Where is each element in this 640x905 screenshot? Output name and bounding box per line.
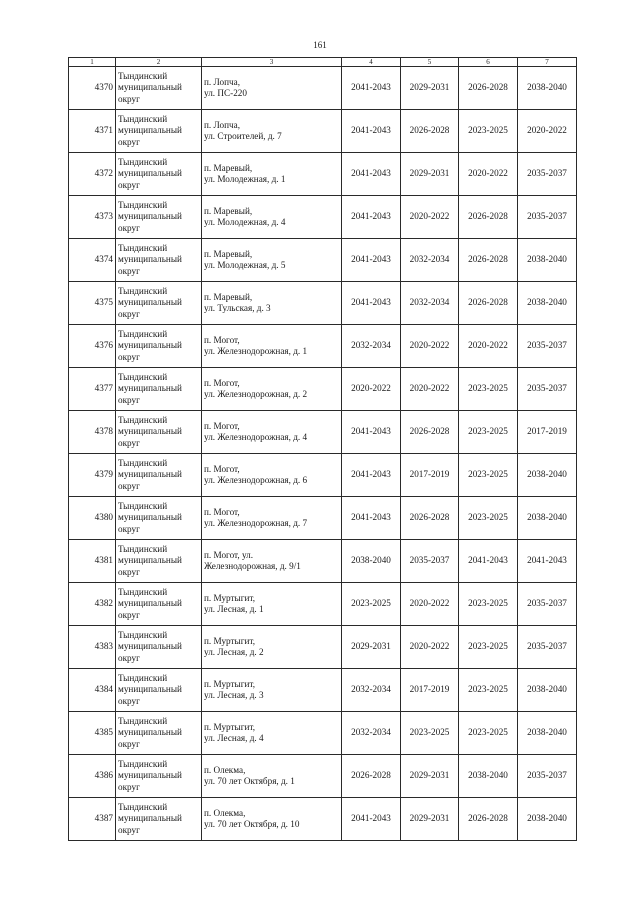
address-line: ул. Тульская, д. 3	[204, 303, 271, 313]
period-cell-p7: 2035-2037	[518, 755, 577, 798]
table-row	[69, 110, 577, 153]
period-cell-p7: 2035-2037	[518, 325, 577, 368]
period-cell-p7: 2035-2037	[518, 626, 577, 669]
period-cell-p4: 2038-2040	[342, 540, 401, 583]
district-line: муниципальный	[118, 512, 182, 523]
period-cell-p4: 2032-2034	[342, 712, 401, 755]
district-line: округ	[118, 93, 140, 104]
period-cell-p5: 2029-2031	[401, 153, 459, 196]
district-line: Тындинский	[118, 199, 168, 210]
district-line: Тындинский	[118, 629, 168, 640]
address-cell	[202, 282, 342, 325]
period-cell-p7: 2038-2040	[518, 454, 577, 497]
period-cell-p6: 2038-2040	[459, 755, 518, 798]
column-header: 2	[116, 58, 202, 67]
address-line: ул. Железнодорожная, д. 6	[204, 475, 308, 485]
period-cell-p6: 2026-2028	[459, 196, 518, 239]
page-number: 161	[313, 40, 327, 50]
period-cell-p5: 2026-2028	[401, 110, 459, 153]
district-line: Тындинский	[118, 242, 168, 253]
district-line: муниципальный	[118, 340, 182, 351]
district-cell	[116, 411, 202, 454]
district-line: Тындинский	[118, 543, 168, 554]
row-number: 4377	[69, 368, 116, 411]
address-cell	[202, 196, 342, 239]
row-number: 4380	[69, 497, 116, 540]
address-cell	[202, 497, 342, 540]
period-cell-p4: 2032-2034	[342, 669, 401, 712]
district-line: Тындинский	[118, 801, 168, 812]
address-line: п. Могот,	[204, 334, 240, 345]
period-cell-p5: 2032-2034	[401, 239, 459, 282]
district-line: муниципальный	[118, 254, 182, 265]
period-cell-p5: 2017-2019	[401, 454, 459, 497]
address-line: п. Муртыгит,	[204, 592, 256, 603]
period-cell-p7: 2038-2040	[518, 497, 577, 540]
district-line: округ	[118, 265, 140, 276]
district-line: Тындинский	[118, 70, 168, 81]
address-cell	[202, 411, 342, 454]
address-line: п. Могот,	[204, 420, 240, 431]
district-line: округ	[118, 566, 140, 577]
column-header: 1	[69, 58, 116, 67]
column-header: 6	[459, 58, 518, 67]
district-line: Тындинский	[118, 156, 168, 167]
address-line: п. Могот,	[204, 463, 240, 474]
address-line: п. Маревый,	[204, 248, 253, 259]
district-cell	[116, 540, 202, 583]
district-line: муниципальный	[118, 727, 182, 738]
column-number-row	[69, 58, 577, 67]
address-line: ул. 70 лет Октября, д. 10	[204, 819, 300, 829]
row-number: 4386	[69, 755, 116, 798]
period-cell-p5: 2023-2025	[401, 712, 459, 755]
district-line: Тындинский	[118, 586, 168, 597]
address-line: ул. 70 лет Октября, д. 1	[204, 776, 295, 786]
period-cell-p6: 2023-2025	[459, 669, 518, 712]
row-number: 4383	[69, 626, 116, 669]
table-row	[69, 239, 577, 282]
district-cell	[116, 196, 202, 239]
district-cell	[116, 454, 202, 497]
table-row	[69, 196, 577, 239]
row-number: 4374	[69, 239, 116, 282]
address-cell	[202, 454, 342, 497]
address-cell	[202, 239, 342, 282]
address-line: п. Муртыгит,	[204, 678, 256, 689]
table-row	[69, 282, 577, 325]
row-number: 4371	[69, 110, 116, 153]
district-cell	[116, 239, 202, 282]
address-cell	[202, 755, 342, 798]
table-row	[69, 798, 577, 841]
district-line: Тындинский	[118, 758, 168, 769]
row-number: 4381	[69, 540, 116, 583]
period-cell-p4: 2032-2034	[342, 325, 401, 368]
table-row	[69, 153, 577, 196]
district-line: округ	[118, 136, 140, 147]
period-cell-p7: 2038-2040	[518, 282, 577, 325]
address-line: ул. ПС-220	[204, 88, 247, 98]
table-row	[69, 626, 577, 669]
address-line: ул. Железнодорожная, д. 7	[204, 518, 308, 528]
row-number: 4385	[69, 712, 116, 755]
period-cell-p6: 2020-2022	[459, 325, 518, 368]
address-line: ул. Железнодорожная, д. 4	[204, 432, 308, 442]
district-line: Тындинский	[118, 672, 168, 683]
period-cell-p5: 2029-2031	[401, 755, 459, 798]
district-line: округ	[118, 738, 140, 749]
district-line: муниципальный	[118, 598, 182, 609]
period-cell-p4: 2041-2043	[342, 497, 401, 540]
period-cell-p4: 2041-2043	[342, 239, 401, 282]
district-line: округ	[118, 222, 140, 233]
column-header: 7	[518, 58, 577, 67]
address-line: п. Олекма,	[204, 764, 246, 775]
address-cell	[202, 798, 342, 841]
address-cell	[202, 67, 342, 110]
district-line: муниципальный	[118, 383, 182, 394]
district-line: округ	[118, 480, 140, 491]
address-line: п. Лопча,	[204, 76, 241, 87]
district-cell	[116, 282, 202, 325]
period-cell-p6: 2023-2025	[459, 454, 518, 497]
district-line: муниципальный	[118, 82, 182, 93]
period-cell-p6: 2023-2025	[459, 583, 518, 626]
period-cell-p6: 2023-2025	[459, 626, 518, 669]
address-line: ул. Лесная, д. 4	[204, 733, 264, 743]
period-cell-p6: 2026-2028	[459, 239, 518, 282]
district-line: муниципальный	[118, 684, 182, 695]
row-number: 4387	[69, 798, 116, 841]
address-cell	[202, 110, 342, 153]
period-cell-p7: 2038-2040	[518, 669, 577, 712]
district-line: муниципальный	[118, 770, 182, 781]
district-line: муниципальный	[118, 211, 182, 222]
period-cell-p7: 2038-2040	[518, 712, 577, 755]
period-cell-p6: 2023-2025	[459, 110, 518, 153]
district-cell	[116, 110, 202, 153]
period-cell-p5: 2020-2022	[401, 583, 459, 626]
period-cell-p7: 2035-2037	[518, 583, 577, 626]
district-line: муниципальный	[118, 297, 182, 308]
district-line: Тындинский	[118, 285, 168, 296]
housing-register-table	[68, 57, 577, 841]
period-cell-p5: 2029-2031	[401, 798, 459, 841]
period-cell-p6: 2026-2028	[459, 67, 518, 110]
row-number: 4384	[69, 669, 116, 712]
table-row	[69, 540, 577, 583]
district-line: округ	[118, 652, 140, 663]
address-line: ул. Лесная, д. 3	[204, 690, 264, 700]
address-line: ул. Строителей, д. 7	[204, 131, 282, 141]
table-row	[69, 67, 577, 110]
table-row	[69, 712, 577, 755]
table-row	[69, 755, 577, 798]
district-line: Тындинский	[118, 328, 168, 339]
column-header: 4	[342, 58, 401, 67]
address-line: Железнодорожная, д. 9/1	[204, 561, 301, 571]
district-line: муниципальный	[118, 426, 182, 437]
row-number: 4372	[69, 153, 116, 196]
period-cell-p4: 2041-2043	[342, 153, 401, 196]
table-row	[69, 497, 577, 540]
district-cell	[116, 755, 202, 798]
period-cell-p6: 2023-2025	[459, 411, 518, 454]
district-line: округ	[118, 824, 140, 835]
row-number: 4373	[69, 196, 116, 239]
period-cell-p6: 2023-2025	[459, 368, 518, 411]
district-cell	[116, 583, 202, 626]
address-line: п. Маревый,	[204, 205, 253, 216]
address-line: ул. Молодежная, д. 5	[204, 260, 286, 270]
table-row	[69, 583, 577, 626]
row-number: 4378	[69, 411, 116, 454]
address-cell	[202, 626, 342, 669]
period-cell-p7: 2035-2037	[518, 153, 577, 196]
column-header: 3	[202, 58, 342, 67]
district-line: округ	[118, 523, 140, 534]
period-cell-p5: 2029-2031	[401, 67, 459, 110]
address-line: п. Могот,	[204, 506, 240, 517]
district-line: округ	[118, 609, 140, 620]
address-cell	[202, 325, 342, 368]
period-cell-p4: 2023-2025	[342, 583, 401, 626]
period-cell-p6: 2023-2025	[459, 712, 518, 755]
district-line: муниципальный	[118, 641, 182, 652]
district-cell	[116, 669, 202, 712]
district-cell	[116, 368, 202, 411]
period-cell-p7: 2038-2040	[518, 67, 577, 110]
district-line: округ	[118, 695, 140, 706]
period-cell-p4: 2041-2043	[342, 67, 401, 110]
district-cell	[116, 626, 202, 669]
address-line: ул. Лесная, д. 2	[204, 647, 264, 657]
period-cell-p4: 2041-2043	[342, 411, 401, 454]
address-line: п. Лопча,	[204, 119, 241, 130]
period-cell-p7: 2035-2037	[518, 196, 577, 239]
period-cell-p5: 2020-2022	[401, 626, 459, 669]
district-line: муниципальный	[118, 555, 182, 566]
period-cell-p6: 2020-2022	[459, 153, 518, 196]
address-line: п. Олекма,	[204, 807, 246, 818]
period-cell-p5: 2020-2022	[401, 196, 459, 239]
district-line: Тындинский	[118, 500, 168, 511]
period-cell-p4: 2041-2043	[342, 196, 401, 239]
district-line: Тындинский	[118, 113, 168, 124]
address-line: ул. Железнодорожная, д. 1	[204, 346, 308, 356]
period-cell-p4: 2041-2043	[342, 798, 401, 841]
address-cell	[202, 669, 342, 712]
address-cell	[202, 540, 342, 583]
address-line: п. Муртыгит,	[204, 721, 256, 732]
address-line: ул. Лесная, д. 1	[204, 604, 264, 614]
row-number: 4375	[69, 282, 116, 325]
period-cell-p7: 2020-2022	[518, 110, 577, 153]
period-cell-p7: 2017-2019	[518, 411, 577, 454]
address-line: ул. Молодежная, д. 4	[204, 217, 286, 227]
period-cell-p4: 2041-2043	[342, 110, 401, 153]
period-cell-p6: 2041-2043	[459, 540, 518, 583]
period-cell-p7: 2038-2040	[518, 798, 577, 841]
table-row	[69, 411, 577, 454]
district-line: округ	[118, 308, 140, 319]
address-cell	[202, 583, 342, 626]
district-line: округ	[118, 179, 140, 190]
period-cell-p7: 2041-2043	[518, 540, 577, 583]
row-number: 4376	[69, 325, 116, 368]
address-cell	[202, 368, 342, 411]
district-cell	[116, 153, 202, 196]
period-cell-p5: 2020-2022	[401, 325, 459, 368]
period-cell-p4: 2026-2028	[342, 755, 401, 798]
district-line: округ	[118, 781, 140, 792]
district-line: округ	[118, 394, 140, 405]
address-line: п. Муртыгит,	[204, 635, 256, 646]
district-line: Тындинский	[118, 371, 168, 382]
address-line: п. Маревый,	[204, 291, 253, 302]
period-cell-p4: 2020-2022	[342, 368, 401, 411]
table-row	[69, 669, 577, 712]
period-cell-p5: 2032-2034	[401, 282, 459, 325]
period-cell-p6: 2026-2028	[459, 282, 518, 325]
period-cell-p5: 2020-2022	[401, 368, 459, 411]
row-number: 4370	[69, 67, 116, 110]
period-cell-p5: 2017-2019	[401, 669, 459, 712]
district-cell	[116, 798, 202, 841]
period-cell-p5: 2035-2037	[401, 540, 459, 583]
address-line: п. Могот,	[204, 377, 240, 388]
district-line: Тындинский	[118, 414, 168, 425]
district-line: муниципальный	[118, 125, 182, 136]
period-cell-p7: 2035-2037	[518, 368, 577, 411]
district-line: Тындинский	[118, 715, 168, 726]
address-line: п. Маревый,	[204, 162, 253, 173]
period-cell-p5: 2026-2028	[401, 411, 459, 454]
period-cell-p4: 2041-2043	[342, 454, 401, 497]
district-line: округ	[118, 351, 140, 362]
district-line: муниципальный	[118, 469, 182, 480]
column-header: 5	[401, 58, 459, 67]
row-number: 4379	[69, 454, 116, 497]
district-cell	[116, 325, 202, 368]
period-cell-p4: 2029-2031	[342, 626, 401, 669]
table-body	[69, 67, 577, 841]
address-cell	[202, 153, 342, 196]
district-line: муниципальный	[118, 813, 182, 824]
address-line: ул. Железнодорожная, д. 2	[204, 389, 308, 399]
district-cell	[116, 67, 202, 110]
row-number: 4382	[69, 583, 116, 626]
period-cell-p5: 2026-2028	[401, 497, 459, 540]
address-line: ул. Молодежная, д. 1	[204, 174, 286, 184]
district-cell	[116, 497, 202, 540]
district-line: округ	[118, 437, 140, 448]
period-cell-p6: 2026-2028	[459, 798, 518, 841]
table-row	[69, 368, 577, 411]
table-row	[69, 325, 577, 368]
district-line: муниципальный	[118, 168, 182, 179]
district-cell	[116, 712, 202, 755]
address-cell	[202, 712, 342, 755]
period-cell-p4: 2041-2043	[342, 282, 401, 325]
district-line: Тындинский	[118, 457, 168, 468]
table-row	[69, 454, 577, 497]
period-cell-p6: 2023-2025	[459, 497, 518, 540]
address-line: п. Могот, ул.	[204, 549, 254, 560]
period-cell-p7: 2038-2040	[518, 239, 577, 282]
